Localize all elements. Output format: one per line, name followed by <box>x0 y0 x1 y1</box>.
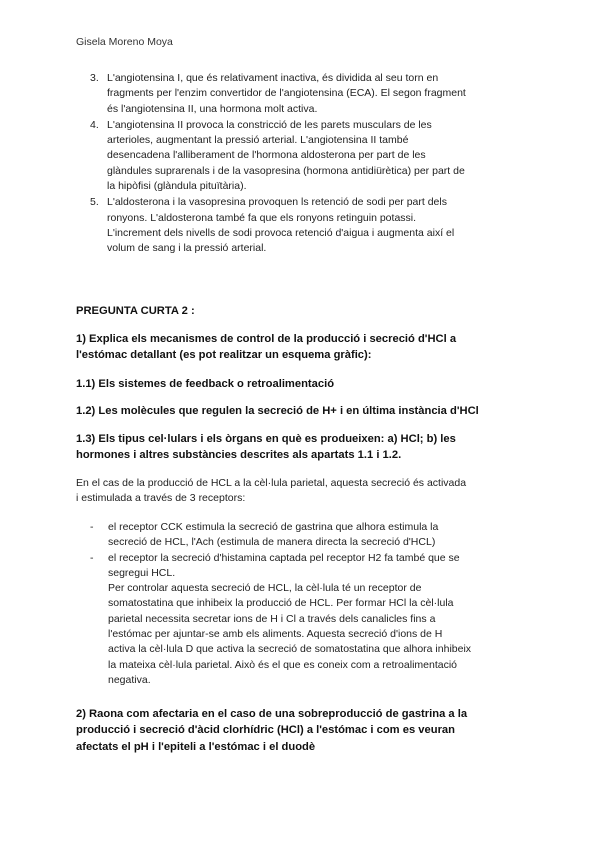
text-line: glàndules suprarenals i de la vasopresina (hormona antidiürètica) per part de <box>107 164 465 177</box>
text-line: segregui HCL. <box>108 566 176 579</box>
text-line: l'estómac detallant (es pot realitzar un esquema gràfic): <box>76 349 372 362</box>
dash-marker: - <box>90 521 94 533</box>
dash-marker: - <box>90 551 94 564</box>
list-item <box>90 118 530 194</box>
text-line: Per controlar aquesta secreció de HCL, la cèl·lula té un receptor de <box>108 582 422 595</box>
bullet-list <box>90 520 530 688</box>
question-1 <box>76 331 526 364</box>
question-1-2: 1.2) Les molècules que regulen la secreció de H+ i en última instància d'HCl <box>76 405 479 417</box>
list-number: 4. <box>90 118 99 131</box>
text-line: En el cas de la producció de HCL a la cèl·lula parietal, aquesta secreció és activada <box>76 477 467 489</box>
text-line: la hipòfisi (glàndula pituïtària). <box>107 180 247 193</box>
list-item <box>90 520 530 551</box>
text-line: i estimulada a través de 3 receptors: <box>76 492 246 505</box>
text-line: L'aldosterona i la vasopresina provoquen ls retenció de sodi per part dels <box>107 196 447 209</box>
author-header: Gisela Moreno Moya <box>76 36 173 48</box>
text-line: L'increment dels nivells de sodi provoca retenció d'aigua i augmenta així el <box>107 226 455 239</box>
text-line: parietal necessita secretar ions de H i Cl a través dels canalicles fins a <box>108 612 436 625</box>
text-line: afectats el pH i l'epiteli a l'estómac i el duodè <box>76 740 316 753</box>
text-line: hormones i altres substàncies descrites als apartats 1.1 i 1.2. <box>76 449 402 462</box>
list-item <box>90 71 530 117</box>
text-line: 1.3) Els tipus cel·lulars i els òrgans en què es produeixen: a) HCl; b) les <box>76 433 456 445</box>
text-line: secreció de HCL, l'Ach (estimula de manera directa la secreció d'HCL) <box>108 536 436 549</box>
list-number: 5. <box>90 196 99 209</box>
question-1-1: 1.1) Els sistemes de feedback o retroalimentació <box>76 378 335 390</box>
question-1-3 <box>76 431 526 464</box>
text-line: L'angiotensina I, que és relativament inactiva, és dividida al seu torn en <box>107 72 439 84</box>
text-line: activa la cèl·lula D que activa la secreció de somatostatina que alhora inhibeix <box>108 643 472 656</box>
text-line: l'estómac per ajuntar-se amb els aliments. Aquesta secreció d'ions de H <box>108 628 443 641</box>
text-line: el receptor CCK estimula la secreció de gastrina que alhora estimula la <box>108 521 439 533</box>
text-line: fragments per l'enzim convertidor de l'angiotensina (ECA). El segon fragment <box>107 87 466 100</box>
text-line: 1) Explica els mecanismes de control de la producció i secreció d'HCl a <box>76 333 457 345</box>
intro-paragraph <box>76 476 526 507</box>
text-line: L'angiotensina II provoca la constricció de les parets musculars de les <box>107 118 432 131</box>
text-line: somatostatina que inhibeix la producció de HCL. Per formar HCl la cèl·lula <box>108 597 454 610</box>
list-number: 3. <box>90 72 99 84</box>
text-line: volum de sang i la pressió arterial. <box>107 242 267 255</box>
text-line: el receptor la secreció d'histamina captada pel receptor H2 fa també que se <box>108 551 460 564</box>
text-line: producció i secreció d'àcid clorhídric (HCl) a l'estómac i com es veuran <box>76 724 455 737</box>
text-line: negativa. <box>108 673 151 686</box>
section-title: PREGUNTA CURTA 2 : <box>76 305 195 317</box>
text-line: la mateixa cèl·lula parietal. Això és el que es coneix com a retroalimentació <box>108 658 458 671</box>
list-item <box>90 195 530 256</box>
text-line: és l'angiotensina II, una hormona molt activa. <box>107 102 318 115</box>
text-line: ronyons. L'aldosterona també fa que els ronyons retinguin potassi. <box>107 211 417 224</box>
text-line: 2) Raona com afectaria en el caso de una sobreproducció de gastrina a la <box>76 708 468 720</box>
numbered-list <box>90 71 530 258</box>
list-item <box>90 551 530 689</box>
question-2 <box>76 706 526 755</box>
text-line: arterioles, augmentant la pressió arterial. L'angiotensina II també <box>107 134 409 147</box>
text-line: desencadena l'alliberament de l'hormona aldosterona per part de les <box>107 149 426 162</box>
